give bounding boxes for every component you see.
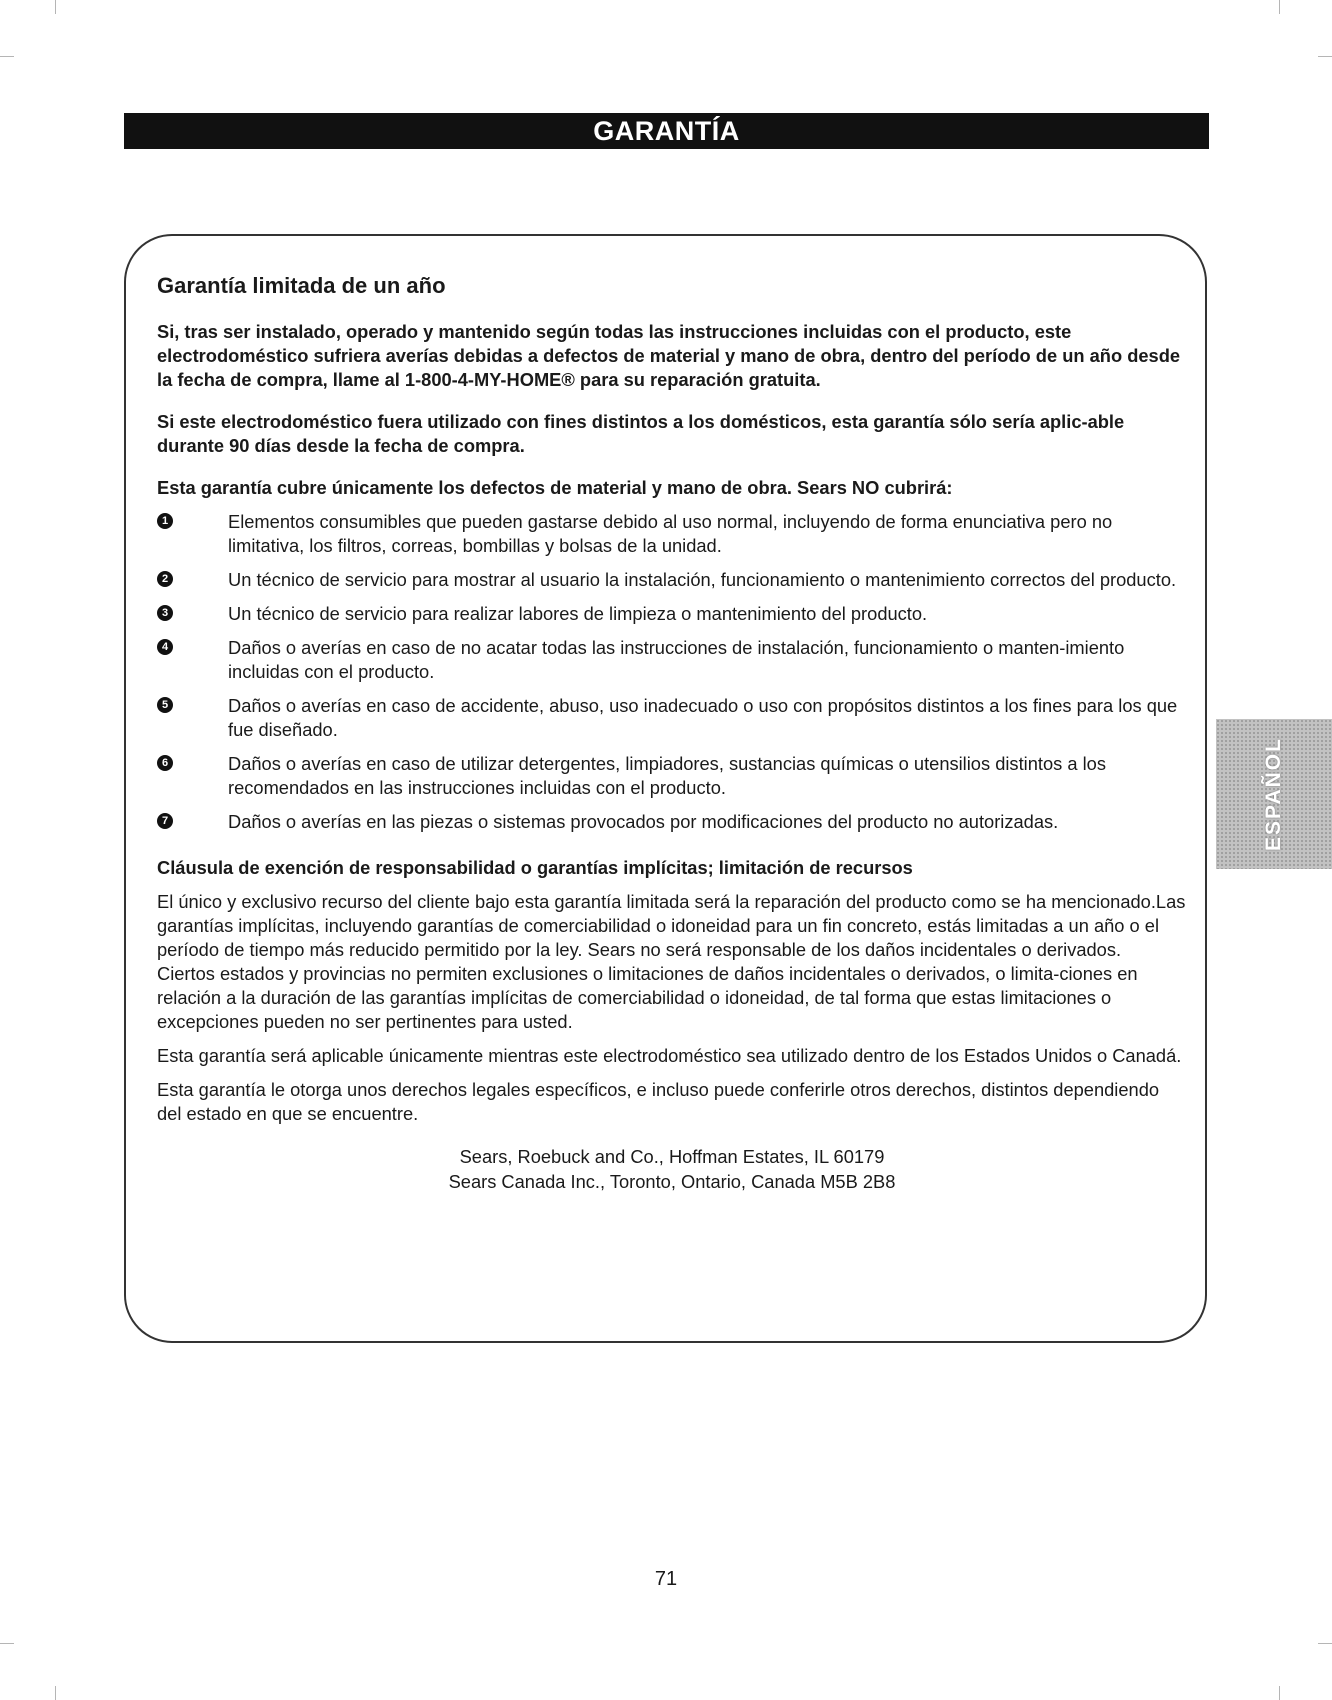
company-address bbox=[157, 1144, 1187, 1194]
language-tab bbox=[1216, 719, 1332, 869]
exclusion-text: Un técnico de servicio para mostrar al usuario la instalación, funcionamiento o mantenimiento correctos del producto. bbox=[228, 569, 1177, 590]
exclusion-item bbox=[157, 602, 1187, 626]
disclaimer-heading: Cláusula de exención de responsabilidad o garantías implícitas; limitación de recursos bbox=[157, 857, 913, 878]
crop-mark bbox=[1279, 0, 1280, 14]
disclaimer-paragraph: Esta garantía será aplicable únicamente mientras este electrodoméstico sea utilizado dentro de los Estados Unidos o Canadá. bbox=[157, 1045, 1182, 1066]
exclusion-item bbox=[157, 752, 1187, 800]
disclaimer-paragraph: Esta garantía le otorga unos derechos legales específicos, e incluso puede conferirle otros derechos, distintos dependiendo del estado en que se encuentre. bbox=[157, 1079, 1160, 1124]
number-badge-icon: 4 bbox=[157, 639, 173, 655]
exclusion-item bbox=[157, 636, 1187, 684]
crop-mark bbox=[0, 56, 14, 57]
language-tab-label: ESPAÑOL bbox=[1262, 737, 1285, 851]
intro-paragraph: Si, tras ser instalado, operado y mantenido según todas las instrucciones incluidas con el producto, este electrodoméstico sufriera averías debidas a defectos de material y mano de obra, dentro del período de un año desde la fecha de compra, llame al 1-800-4-MY-HOME® para su reparación gratuita. bbox=[157, 321, 1181, 390]
number-badge-icon: 7 bbox=[157, 813, 173, 829]
section-header: GARANTÍA bbox=[124, 113, 1209, 149]
intro-paragraph: Si este electrodoméstico fuera utilizado con fines distintos a los domésticos, esta garantía sólo sería aplic-able durante 90 días desde la fecha de compra. bbox=[157, 411, 1125, 456]
warranty-content bbox=[157, 272, 1187, 1194]
crop-mark bbox=[55, 0, 56, 14]
number-badge-icon: 2 bbox=[157, 571, 173, 587]
exclusion-text: Daños o averías en caso de no acatar todas las instrucciones de instalación, funcionamiento o manten-imiento incluidas con el producto. bbox=[228, 637, 1125, 682]
exclusion-item bbox=[157, 568, 1187, 592]
number-badge-icon: 6 bbox=[157, 755, 173, 771]
exclusion-text: Daños o averías en las piezas o sistemas provocados por modificaciones del producto no autorizadas. bbox=[228, 811, 1059, 832]
exclusion-text: Elementos consumibles que pueden gastarse debido al uso normal, incluyendo de forma enunciativa pero no limitativa, los filtros, correas, bombillas y bolsas de la unidad. bbox=[228, 511, 1113, 556]
number-badge-icon: 1 bbox=[157, 513, 173, 529]
page-number: 71 bbox=[654, 1568, 678, 1590]
warranty-title: Garantía limitada de un año bbox=[157, 273, 446, 298]
crop-mark bbox=[1318, 1643, 1332, 1644]
crop-mark bbox=[1318, 56, 1332, 57]
number-badge-icon: 5 bbox=[157, 697, 173, 713]
disclaimer-paragraph: Ciertos estados y provincias no permiten exclusiones o limitaciones de daños incidentales o derivados, o limita-ciones en relación a la duración de las garantías implícitas de comerciabilidad o idoneidad, de tal forma que estas limitaciones o excepciones pueden no ser pertinentes para usted. bbox=[157, 963, 1138, 1032]
intro-paragraph: Esta garantía cubre únicamente los defectos de material y mano de obra. Sears NO cubrirá: bbox=[157, 477, 953, 498]
crop-mark bbox=[1279, 1686, 1280, 1700]
exclusion-item bbox=[157, 510, 1187, 558]
exclusion-item bbox=[157, 694, 1187, 742]
exclusion-text: Daños o averías en caso de utilizar detergentes, limpiadores, sustancias químicas o utensilios distintos a los recomendados en las instrucciones incluidas con el producto. bbox=[228, 753, 1106, 798]
disclaimer-paragraph: El único y exclusivo recurso del cliente bajo esta garantía limitada será la reparación del producto como se ha mencionado.Las garantías implícitas, incluyendo garantías de comerciabilidad o idoneidad para un fin concreto, estás limitadas a un año o el período de tiempo más reducido permitido por la ley. Sears no será responsable de los daños incidentales o derivados. bbox=[157, 891, 1186, 960]
crop-mark bbox=[0, 1643, 14, 1644]
address-line: Sears Canada Inc., Toronto, Ontario, Canada M5B 2B8 bbox=[448, 1171, 896, 1192]
exclusion-item bbox=[157, 810, 1187, 834]
crop-mark bbox=[55, 1686, 56, 1700]
exclusion-text: Daños o averías en caso de accidente, abuso, uso inadecuado o uso con propósitos distintos a los fines para los que fue diseñado. bbox=[228, 695, 1178, 740]
number-badge-icon: 3 bbox=[157, 605, 173, 621]
exclusion-text: Un técnico de servicio para realizar labores de limpieza o mantenimiento del producto. bbox=[228, 603, 928, 624]
address-line: Sears, Roebuck and Co., Hoffman Estates, IL 60179 bbox=[459, 1146, 885, 1167]
